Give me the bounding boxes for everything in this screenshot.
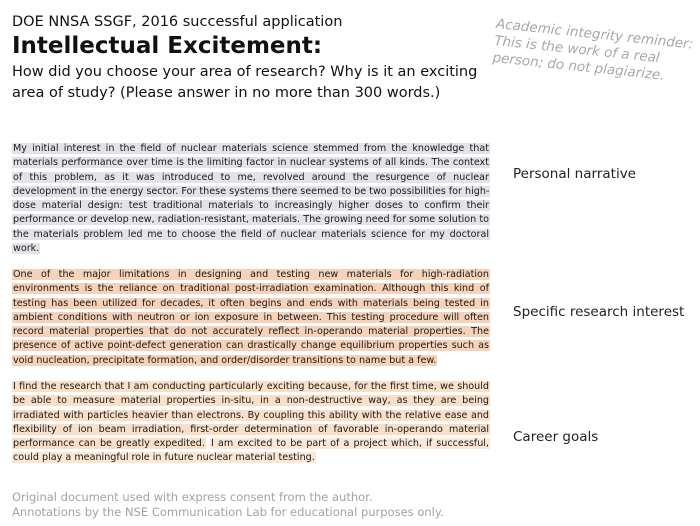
paragraph-text: My initial interest in the field of nuclear materials science stemmed from the knowledge that materials performance over time is the limiting factor in nuclear systems of all kinds. The context of this problem, as it was introduced to me, revolved around the resurgence of nuclear development in the energy sector. For these systems there seemed to be two possibilities for high-dose material design: test traditional materials to increasingly higher doses to confirm their performance or develop new, radiation-resistant, materials. The growing need for some solution to the materials problem led me to choose the field of nuclear materials science for my doctoral work. bbox=[13, 143, 490, 255]
page-title: Intellectual Excitement: bbox=[12, 33, 323, 59]
paragraph-research-interest bbox=[12, 268, 490, 368]
paragraph-text-part-a: I find the research that I am conducting particularly exciting because, for the first time, we should be able to measure material properties in-situ, in a non-destructive way, as they are being irradiated with particles heavier than electrons. By coupling this ability with the relative ease and flexibility of ion beam irradiation, first-order determination of favorable in-operando material performance can be greatly expedited. bbox=[13, 381, 489, 450]
footer-consent-line: Original document used with express consent from the author. bbox=[12, 490, 373, 504]
integrity-reminder: Academic integrity reminder: This is the work of a real person; do not plagiarize. bbox=[491, 16, 694, 84]
footer-annotation-line: Annotations by the NSE Communication Lab for educational purposes only. bbox=[12, 505, 444, 519]
annotation-research-interest: Specific research interest bbox=[513, 304, 685, 320]
footer-note bbox=[12, 490, 444, 520]
annotation-career-goals: Career goals bbox=[513, 429, 599, 445]
paragraph-text-part-b: I am excited to be part of a project which, if successful, could play a meaningful role in future nuclear material testing. bbox=[13, 438, 489, 464]
paragraph-personal-narrative bbox=[12, 142, 490, 256]
annotation-personal-narrative: Personal narrative bbox=[513, 166, 636, 182]
paragraph-career-goals bbox=[12, 380, 490, 466]
essay-prompt: How did you choose your area of research? Why is it an exciting area of study? (Please answer in no more than 300 words.) bbox=[12, 64, 478, 101]
document-header bbox=[12, 12, 492, 104]
source-line: DOE NNSA SSGF, 2016 successful application bbox=[12, 14, 343, 30]
paragraph-text: One of the major limitations in designing and testing new materials for high-radiation environments is the reliance on traditional post-irradiation examination. Although this kind of testing has been utilized for decades, it often begins and ends with materials being tested in ambient conditions with neutron or ion exposure in between. This testing procedure will often record material properties that do not accurately reflect in-operando material properties. The presence of active point-defect generation can drastically change equilibrium properties such as void nucleation, precipitate formation, and order/disorder transitions to name but a few. bbox=[13, 269, 489, 366]
